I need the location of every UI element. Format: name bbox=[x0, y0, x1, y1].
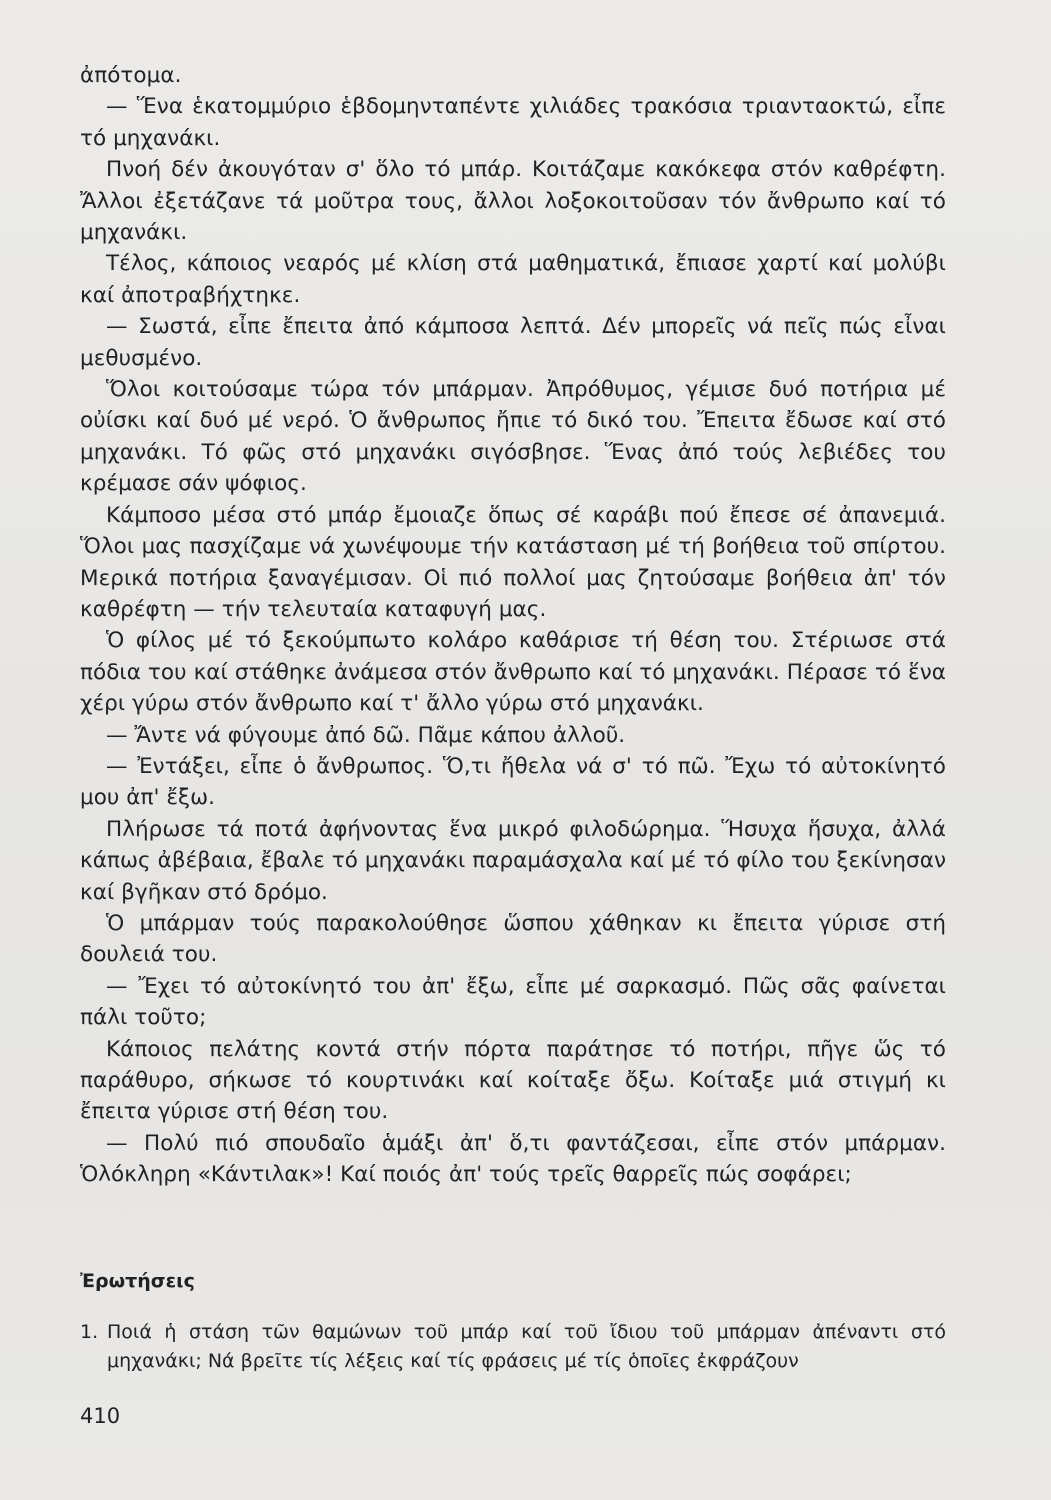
paragraph: Ὁ φίλος μέ τό ξεκούμπωτο κολάρο καθάρισε τή θέση του. Στέριωσε στά πόδια του καί στάθηκε ἀνάμεσα στόν ἄνθρωπο καί τό μηχανάκι. Πέρασε τό ἕνα χέρι γύρω στόν ἄνθρωπο καί τ' ἄλλο γύρω στό μηχανάκι. bbox=[80, 628, 946, 717]
paragraph: Κάποιος πελάτης κοντά στήν πόρτα παράτησε τό ποτήρι, πῆγε ὥς τό παράθυρο, σήκωσε τό κουρτινάκι καί κοίταξε ὄξω. Κοίταξε μιά στιγμή κι ἔπειτα γύρισε στή θέση του. bbox=[80, 1036, 946, 1125]
paragraph: Κάμποσο μέσα στό μπάρ ἔμοιαζε ὅπως σέ καράβι πού ἔπεσε σέ ἀπανεμιά. Ὅλοι μας πασχίζαμε νά χωνέψουμε τήν κατάσταση μέ τή βοήθεια τοῦ σπίρτου. Μερικά ποτήρια ξαναγέμισαν. Οἱ πιό πολλοί μας ζητούσαμε βοήθεια ἀπ' τόν καθρέφτη — τήν τελευταία καταφυγή μας. bbox=[80, 502, 946, 622]
paragraph: — Ἕνα ἑκατομμύριο ἑβδομηνταπέντε χιλιάδες τρακόσια τριανταοκτώ, εἶπε τό μηχανάκι. bbox=[80, 94, 946, 151]
paragraph: — Ἔχει τό αὐτοκίνητό του ἀπ' ἔξω, εἶπε μέ σαρκασμό. Πῶς σᾶς φαίνεται πάλι τοῦτο; bbox=[80, 973, 946, 1031]
paragraph: Ὁ μπάρμαν τούς παρακολούθησε ὥσπου χάθηκαν κι ἔπειτα γύρισε στή δουλειά του. bbox=[80, 910, 946, 968]
story-text bbox=[80, 60, 946, 1191]
questions-heading: Ἐρωτήσεις bbox=[80, 1270, 195, 1292]
page-number: 410 bbox=[80, 1404, 121, 1428]
question-number: 1. bbox=[80, 1321, 99, 1343]
paragraph: Πλήρωσε τά ποτά ἀφήνοντας ἕνα μικρό φιλοδώρημα. Ἥσυχα ἥσυχα, ἀλλά κάπως ἀβέβαια, ἔβαλε τό μηχανάκι παραμάσχαλα καί μέ τό φίλο του ξεκίνησαν καί βγῆκαν στό δρόμο. bbox=[80, 816, 946, 905]
paragraph: Πνοή δέν ἀκουγόταν σ' ὅλο τό μπάρ. Κοιτάζαμε κακόκεφα στόν καθρέφτη. Ἄλλοι ἐξετάζανε τά μοῦτρα τους, ἄλλοι λοξοκοιτοῦσαν τόν ἄνθρωπο καί τό μηχανάκι. bbox=[80, 157, 946, 246]
paragraph: — Σωστά, εἶπε ἔπειτα ἀπό κάμποσα λεπτά. Δέν μπορεῖς νά πεῖς πώς εἶναι μεθυσμένο. bbox=[80, 314, 946, 371]
paragraph: Ὅλοι κοιτούσαμε τώρα τόν μπάρμαν. Ἀπρόθυμος, γέμισε δυό ποτήρια μέ οὐίσκι καί δυό μέ νερό. Ὁ ἄνθρωπος ἤπιε τό δικό του. Ἔπειτα ἔδωσε καί στό μηχανάκι. Τό φῶς στό μηχανάκι σιγόσβησε. Ἕνας ἀπό τούς λεβιέδες του κρέμασε σάν ψόφιος. bbox=[80, 377, 946, 497]
paragraph: — Ἄντε νά φύγουμε ἀπό δῶ. Πᾶμε κάπου ἀλλοῦ. bbox=[106, 722, 626, 748]
paragraph: — Ἐντάξει, εἶπε ὁ ἄνθρωπος. Ὅ,τι ἤθελα νά σ' τό πῶ. Ἔχω τό αὐτοκίνητό μου ἀπ' ἔξω. bbox=[80, 753, 946, 811]
paragraph: Τέλος, κάποιος νεαρός μέ κλίση στά μαθηματικά, ἔπιασε χαρτί καί μολύβι καί ἀποτραβήχτηκε. bbox=[80, 251, 946, 308]
question-item bbox=[80, 1318, 946, 1376]
paragraph: ἀπότομα. bbox=[80, 63, 182, 88]
question-text: Ποιά ἡ στάση τῶν θαμώνων τοῦ μπάρ καί τοῦ ἴδιου τοῦ μπάρμαν ἀπέναντι στό μηχανάκι; Νά βρεῖτε τίς λέξεις καί τίς φράσεις μέ τίς ὁποῖες ἐκφράζουν bbox=[107, 1321, 946, 1372]
paragraph: — Πολύ πιό σπουδαῖο ἁμάξι ἀπ' ὅ,τι φαντάζεσαι, εἶπε στόν μπάρμαν. Ὁλόκληρη «Κάντιλακ»! Καί ποιός ἀπ' τούς τρεῖς θαρρεῖς πώς σοφάρει; bbox=[80, 1130, 946, 1188]
